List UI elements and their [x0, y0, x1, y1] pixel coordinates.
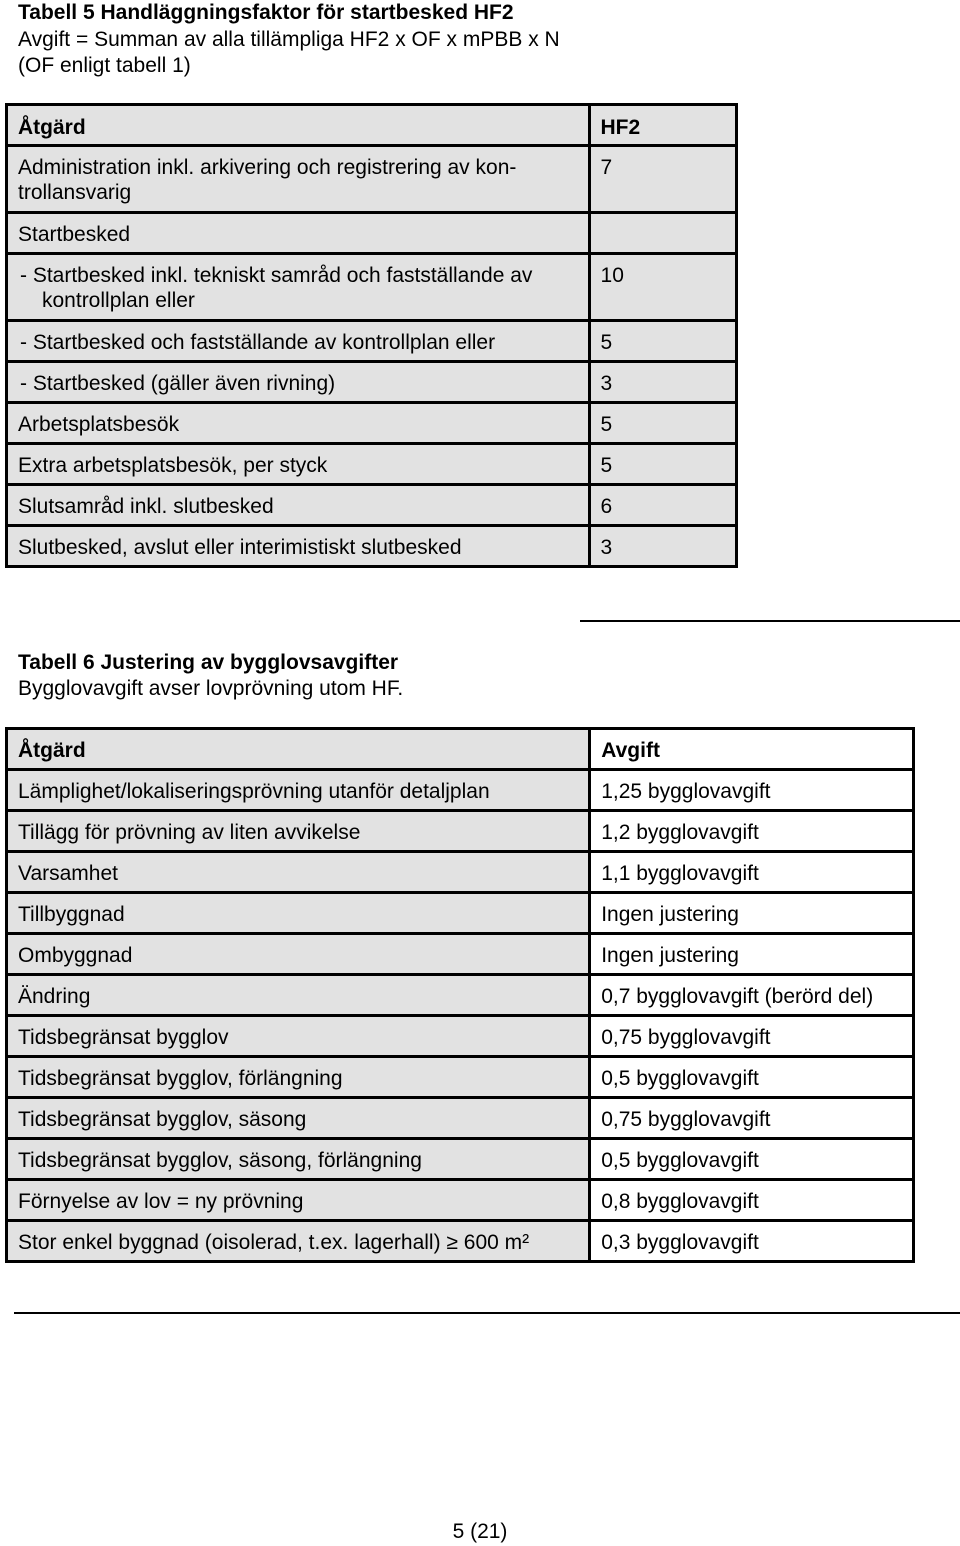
table6-cell-text: Stor enkel byggnad (oisolerad, t.ex. lagerhall) ≥ 600 m²: [7, 1221, 590, 1262]
table-row: [7, 444, 737, 485]
table5-cell-text: Administration inkl. arkivering och registrering av kon-trollansvarig: [7, 146, 590, 213]
table5-cell-text: - Startbesked (gäller även rivning): [7, 362, 590, 403]
page-number: 5 (21): [452, 1520, 508, 1543]
table6-cell-text: Ändring: [7, 975, 590, 1016]
table5: [5, 103, 738, 568]
table6-header-action: Åtgärd: [7, 729, 590, 770]
table6-header-fee: Avgift: [590, 729, 914, 770]
table6-cell-text: Tillbyggnad: [7, 893, 590, 934]
table6-cell-text: Lämplighet/lokaliseringsprövning utanför detaljplan: [7, 770, 590, 811]
table5-cell-value: 10: [589, 254, 736, 321]
table6-cell-value: 0,5 bygglovavgift: [590, 1139, 914, 1180]
table6-cell-value: 0,5 bygglovavgift: [590, 1057, 914, 1098]
table-row: [7, 321, 737, 362]
table5-title: Tabell 5 Handläggningsfaktor för startbesked HF2: [18, 1, 514, 24]
table6-cell-text: Varsamhet: [7, 852, 590, 893]
table-row: [7, 362, 737, 403]
table6-cell-text: Tidsbegränsat bygglov, säsong: [7, 1098, 590, 1139]
table-row: [7, 1098, 914, 1139]
table6-title: Tabell 6 Justering av bygglovsavgifter: [18, 651, 399, 674]
table6-cell-value: 0,75 bygglovavgift: [590, 1098, 914, 1139]
table5-cell-value: 7: [589, 146, 736, 213]
table5-cell-value: 5: [589, 321, 736, 362]
table6-subtitle: Bygglovavgift avser lovprövning utom HF.: [18, 677, 404, 700]
table-row: [7, 146, 737, 213]
table6-cell-value: Ingen justering: [590, 893, 914, 934]
table6-cell-text: Tillägg för prövning av liten avvikelse: [7, 811, 590, 852]
table6-cell-text: Tidsbegränsat bygglov, säsong, förlängning: [7, 1139, 590, 1180]
table-row: [7, 485, 737, 526]
table-row: [7, 770, 914, 811]
table6-cell-text: Ombyggnad: [7, 934, 590, 975]
table6-cell-value: 0,8 bygglovavgift: [590, 1180, 914, 1221]
table5-cell-text: Startbesked: [7, 213, 590, 254]
table6-cell-value: 0,3 bygglovavgift: [590, 1221, 914, 1262]
table5-cell-text: - Startbesked och fastställande av kontrollplan eller: [7, 321, 590, 362]
table-row: [7, 105, 737, 146]
table6-cell-text: Tidsbegränsat bygglov, förlängning: [7, 1057, 590, 1098]
table6-cell-value: 0,75 bygglovavgift: [590, 1016, 914, 1057]
table-row: [7, 1221, 914, 1262]
table6-cell-value: 1,2 bygglovavgift: [590, 811, 914, 852]
table5-cell-text: - Startbesked inkl. tekniskt samråd och fastställande av kontrollplan eller: [20, 264, 533, 312]
table5-cell-text: Slutsamråd inkl. slutbesked: [7, 485, 590, 526]
table-row: [7, 526, 737, 567]
table5-cell-text: Arbetsplatsbesök: [7, 403, 590, 444]
table5-cell-value: 3: [589, 526, 736, 567]
table5-header-action: Åtgärd: [7, 105, 590, 146]
table-row: [7, 403, 737, 444]
table-row: [7, 893, 914, 934]
table-row: [7, 1139, 914, 1180]
table5-cell-value: 5: [589, 403, 736, 444]
table-row: [7, 254, 737, 321]
table-row: [7, 975, 914, 1016]
table6-cell-value: 1,25 bygglovavgift: [590, 770, 914, 811]
table-row: [7, 934, 914, 975]
table-row: [7, 1016, 914, 1057]
table-row: [7, 811, 914, 852]
table5-note: (OF enligt tabell 1): [18, 54, 191, 77]
table6-cell-value: 0,7 bygglovavgift (berörd del): [590, 975, 914, 1016]
table-row: [7, 729, 914, 770]
table5-cell-value: 6: [589, 485, 736, 526]
table6: [5, 727, 915, 1263]
table5-formula: Avgift = Summan av alla tillämpliga HF2 x OF x mPBB x N: [18, 28, 560, 51]
table5-cell-text: Extra arbetsplatsbesök, per styck: [7, 444, 590, 485]
table5-cell-value: 3: [589, 362, 736, 403]
table6-cell-value: 1,1 bygglovavgift: [590, 852, 914, 893]
table-row: [7, 852, 914, 893]
footer-rule: [14, 1312, 960, 1314]
separator-line: [580, 620, 960, 622]
table-row: [7, 213, 737, 254]
table5-cell-value: [589, 213, 736, 254]
table-row: [7, 1057, 914, 1098]
table6-cell-value: Ingen justering: [590, 934, 914, 975]
table6-cell-text: Förnyelse av lov = ny prövning: [7, 1180, 590, 1221]
table5-cell-text: Slutbesked, avslut eller interimistiskt slutbesked: [7, 526, 590, 567]
table5-cell-value: 5: [589, 444, 736, 485]
table6-cell-text: Tidsbegränsat bygglov: [7, 1016, 590, 1057]
table5-header-hf2: HF2: [589, 105, 736, 146]
table-row: [7, 1180, 914, 1221]
